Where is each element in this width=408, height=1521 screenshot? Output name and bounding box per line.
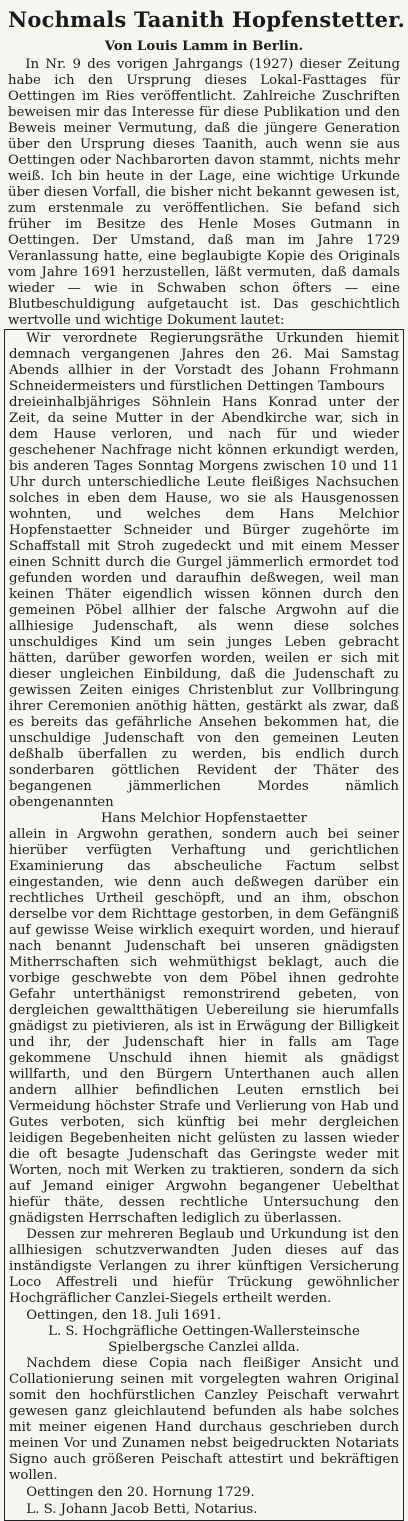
document-opening: Wir verordnete Regierungsräthe Urkunden hiemit demnach vergangenen Jahres den 26. Mai Samstag Abends allhier in der Vorstadt des Johann Frohmann Schneidermeisters und fürstlichen Dettingen Tambours (9, 331, 399, 394)
document-date-1691: Oettingen, den 18. Juli 1691. (26, 1308, 222, 1323)
document-seal-line: L. S. Hochgräfliche Oettingen-Wallersteinsche Spielbergsche Canzlei allda. (48, 1324, 360, 1355)
article-byline: Von Louis Lamm in Berlin. (104, 39, 304, 54)
article-title: Nochmals Taanith Hopfenstetter. (8, 7, 406, 32)
article-intro: In Nr. 9 des vorigen Jahrgangs (1927) dieser Zeitung habe ich den Ursprung dieses Lokal-Fasttages für Oettingen im Ries veröffentlicht. Zahlreiche Zuschriften beweisen mir das Interesse für diese Publikation und den Beweis meiner Vermutung, daß die jüngere Generation über den Ursprung dieses Taanith, auch wenn sie aus Oettingen oder Nachbarorten davon stammt, nichts mehr weiß. Ich bin heute in der Lage, eine wichtige Urkunde über diesen Vorfall, die bisher nicht bekannt gewesen ist, zum erstenmale zu veröffentlichen. Sie befand sich früher im Besitze des Henle Moses Gutmann in Oettingen. Der Umstand, daß man im Jahre 1729 Veranlassung hatte, eine beglaubigte Kopie des Originals vom Jahre 1691 herzustellen, läßt vermuten, daß damals wieder — wie in Schwaben schon öfters — eine Blutbeschuldigung aufgetaucht ist. Das geschichtlich wertvolle und wichtige Dokument lautet: (8, 57, 400, 328)
document-part-2: allein in Argwohn gerathen, sondern auch bei seiner hierüber verfügten Verhaftung und gerichtlichen Examinierung das abscheuliche Factum selbst eingestanden, wie denn auch deßwegen darüber ein rechtliches Urtheil geschöpft, und an ihm, obschon derselbe vor dem Richttage gestorben, in dem Gefängniß auf gewisse Weise wirklich exequirt worden, und hierauf nach benannt Judenschaft bei unseren gnädigsten Mitherrschaften sich wehmüthigst beklagt, auch die vorbige geschwebte von dem Pöbel ihnen gedrohte Gefahr unterthänigst remonstrirend gebeten, von dergleichen gewaltthätigen Uebereilung sie hierumfalls gnädigst zu pietivieren, als ist in Erwägung der Billigkeit und ihr, der Judenschaft hier in falls am Tage gekommene Unschuld ihnen hiemit als gnädigst willfarth, und den Bürgern Unterthanen auch allen andern allhier befindlichen Leuten ernstlich bei Vermeidung höchster Strafe und Verlierung von Hab und Gutes verboten, sich künftig bei mehr dergleichen leidigen Begebenheiten nicht gelüsten zu lassen wieder die oft besagte Judenschaft das Geringste weder mit Worten, noch mit Werken zu traktieren, sondern da sich auf Jemand einiger Argwohn begangener Uebelthat hiefür thäte, dessen rechtliche Untersuchung den gnädigsten Herrschaften lediglich zu überlassen. (9, 827, 399, 1226)
document-part-1: dreieinhalbjähriges Söhnlein Hans Konrad unter der Zeit, da seine Mutter in der Abendkirche war, sich in dem Hause verloren, und nach für und wieder geschehener Nachfrage nicht können erkundigt werden, bis anderen Tages Sonntag Morgens zwischen 10 und 11 Uhr durch unterschiedliche Leute fleißiges Nachsuchen solches in eben dem Hause, wo sie als Hausgenossen wohnten, und welches dem Hans Melchior Hopfenstaetter Schneider und Bürger zugehörte im Schaffstall mit Stroh zugedeckt und mit einem Messer einen Schnitt durch die Gurgel jämmerlich ermordet tod gefunden worden und daraufhin deßwegen, weil man keinen Thäter eigendlich wissen können durch den gemeinen Pöbel allhier der falsche Argwohn auf die allhiesige Judenschaft, als wenn diese solches unschuldiges Kind um sein junges Leben gebracht hätten, darüber geworfen worden, weilen er sich mit dieser ungleichen Einbildung, daß die Judenschaft zu gewissen Zeiten einiges Christenblut zur Vollbringung ihrer Ceremonien anöthig hätten, gestärkt als zwar, daß es bereits das gefährliche Ansehen bekommen hat, die unschuldige Judenschaft von den gemeinen Leuten deßhalb überfallen zu werden, bis endlich durch sonderbaren göttlichen Revident der Thäter des begangenen jämmerlichen Mordes nämlich obengenannten (9, 395, 399, 810)
document-quote-top (4, 329, 404, 395)
document-notary-line: L. S. Johann Jacob Betti, Notarius. (26, 1502, 258, 1517)
document-quote-body (4, 395, 404, 1521)
document-part-3: Dessen zur mehreren Beglaub und Urkundung ist den allhiesigen schutzverwandten Juden dieses auf das inständigste Verlangen zu ihrer künftigen Versicherung Loco Affestreli und hiefür Trückung gewöhnlicher Hochgräflicher Canzlei-Siegels ertheilt werden. (9, 1227, 399, 1306)
document-name-line: Hans Melchior Hopfenstaetter (100, 811, 308, 826)
document-part-4: Nachdem diese Copia nach fleißiger Ansicht und Collationierung seinen mit vorgelegten wahren Original somit den hochfürstlichen Canzley Peischaft verwahrt gewesen ganz gleichlautend befunden als habe solches mit meiner eigenen Hand durchaus geschrieben durch meinen Vor und Zunamen nebst beigedruckten Notariats Signo auch größeren Peischaft attestirt und bekräftigen wollen. (9, 1356, 399, 1483)
document-date-1729: Oettingen den 20. Hornung 1729. (26, 1485, 255, 1500)
